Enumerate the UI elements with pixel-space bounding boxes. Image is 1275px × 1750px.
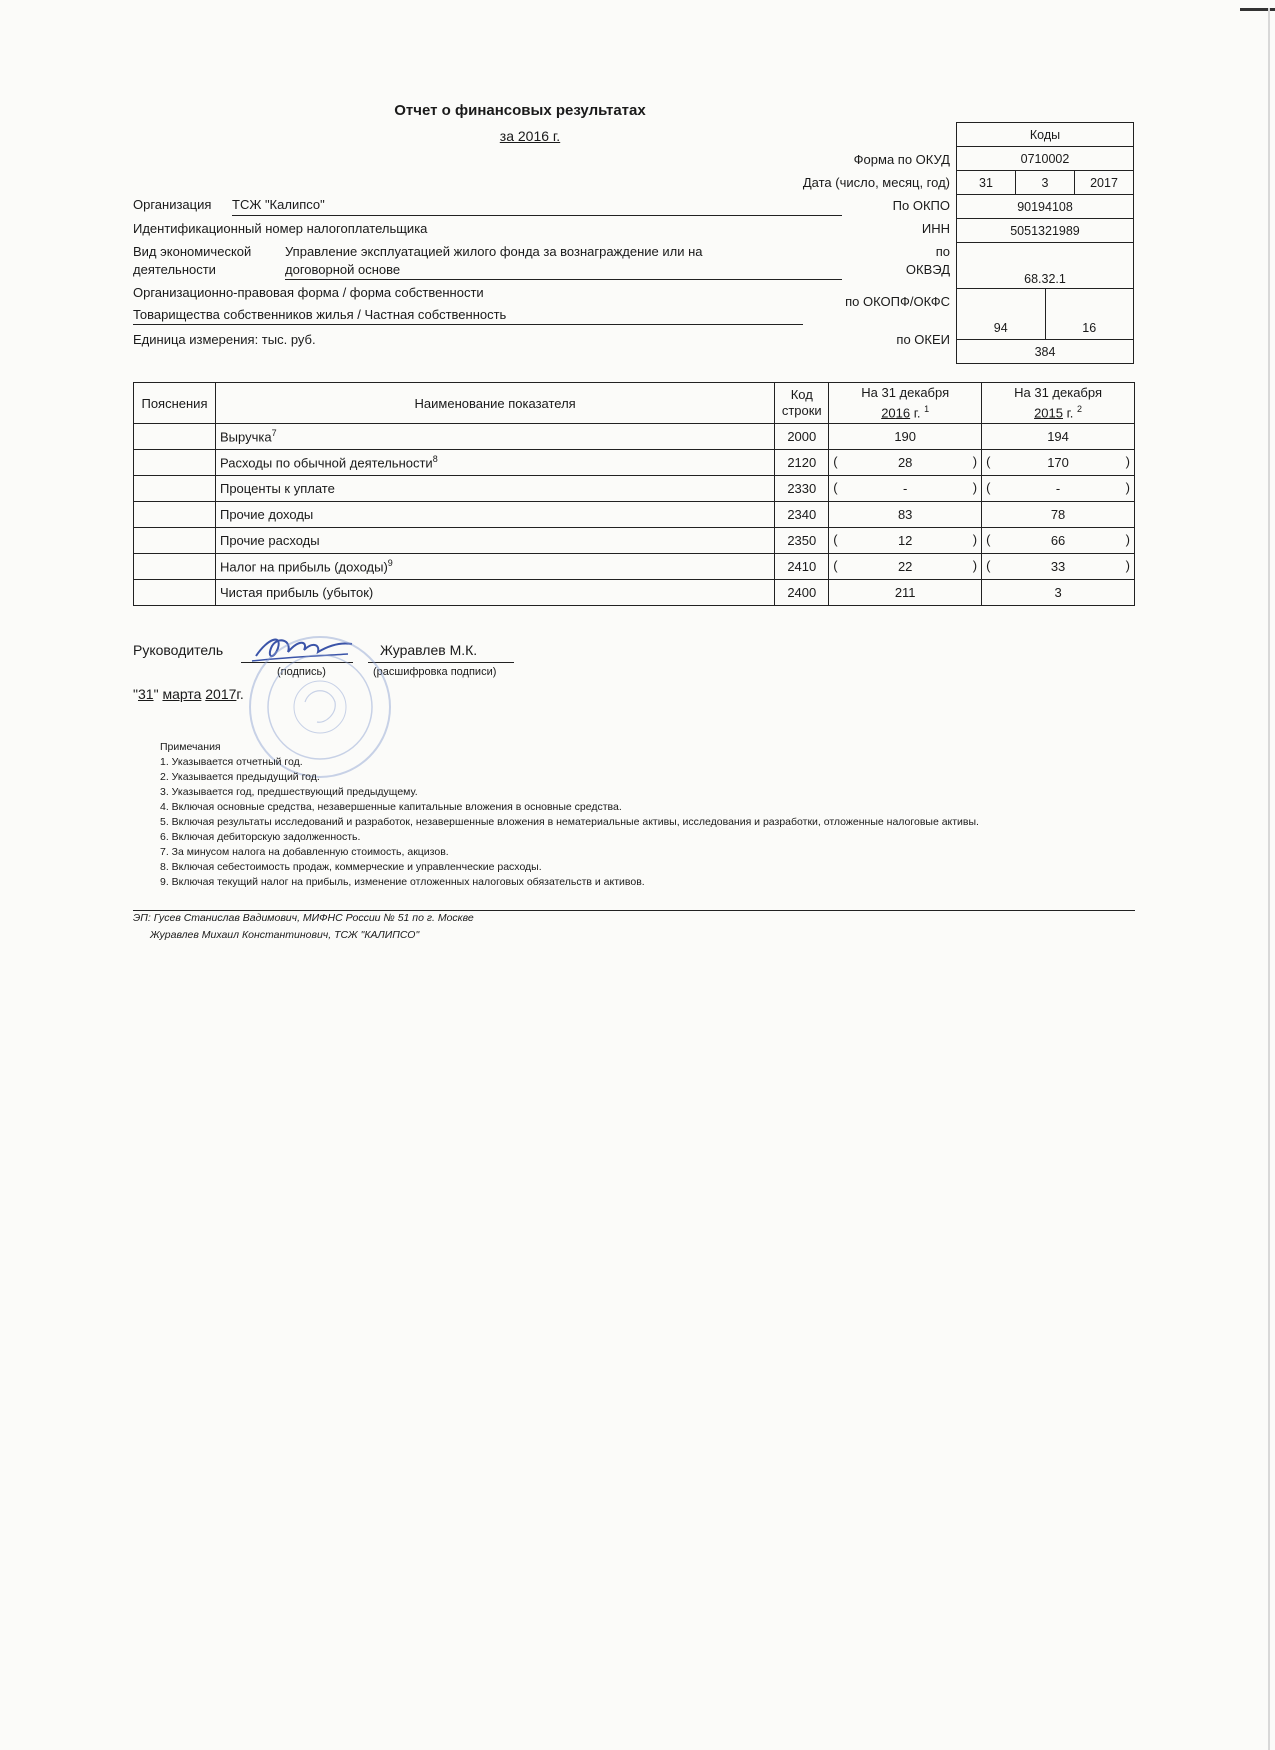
org-underline: [232, 215, 842, 216]
paren-close: ): [1125, 454, 1130, 469]
okopf-codes: [957, 288, 1133, 339]
legal-label: Организационно-правовая форма / форма собственности: [133, 285, 484, 300]
row-current-cell: [829, 528, 982, 554]
inn-code-label: ИНН: [921, 221, 950, 236]
ep-line-1: ЭП: Гусев Станислав Вадимович, МИФНС России № 51 по г. Москве: [133, 912, 474, 924]
row-current-cell-value: -: [903, 481, 908, 496]
row-name: Проценты к уплате: [219, 481, 335, 496]
row-previous-cell: [982, 450, 1135, 476]
okud-code: 0710002: [957, 146, 1133, 170]
activity-label-1: Вид экономической: [133, 244, 252, 259]
okved-label-1: по: [935, 244, 950, 259]
codes-box: [956, 122, 1134, 364]
note-item: 1. Указывается отчетный год.: [160, 756, 303, 768]
row-footnote-ref: 9: [387, 558, 393, 569]
row-notes-cell: [134, 476, 216, 502]
row-name: Прочие расходы: [219, 533, 320, 548]
row-name: Выручка: [219, 429, 272, 445]
row-notes-cell: [134, 528, 216, 554]
okei-label: по ОКЕИ: [896, 332, 950, 347]
col-name-header: Наименование показателя: [215, 383, 774, 424]
row-previous-cell-value: 194: [1047, 429, 1069, 444]
note-item: 7. За минусом налога на добавленную стоимость, акцизов.: [160, 846, 449, 858]
inn-label: Идентификационный номер налогоплательщика: [133, 221, 428, 236]
row-notes-cell: [134, 554, 216, 580]
table-row: [134, 450, 1135, 476]
table-row: [134, 554, 1135, 580]
table-header-row: [134, 383, 1135, 424]
row-notes-cell: [134, 580, 216, 606]
row-notes-cell: [134, 450, 216, 476]
row-name: Чистая прибыль (убыток): [219, 585, 374, 600]
head-label: Руководитель: [133, 642, 224, 658]
paren-open: (: [986, 454, 991, 469]
row-name-cell: [215, 476, 774, 502]
table-row: [134, 424, 1135, 450]
table-row: [134, 580, 1135, 606]
note-item: 6. Включая дебиторскую задолженность.: [160, 831, 361, 843]
paren-close: ): [1125, 532, 1130, 547]
row-previous-cell-value: 3: [1054, 585, 1062, 600]
scan-edge-shadow: [1268, 8, 1270, 1750]
paren-open: (: [986, 558, 991, 573]
sign-date-year: 2017: [205, 686, 237, 702]
row-code-cell: 2410: [775, 554, 829, 580]
row-current-cell-value: 83: [897, 507, 913, 522]
row-current-cell: [829, 554, 982, 580]
paren-close: ): [972, 532, 978, 547]
activity-value-1: Управление эксплуатацией жилого фонда за вознаграждение или на: [285, 244, 703, 259]
date-codes: [957, 170, 1133, 194]
paren-close: ): [1125, 558, 1130, 573]
row-current-cell-value: 12: [897, 533, 913, 548]
paren-close: ): [972, 480, 978, 495]
note-item: 3. Указывается год, предшествующий предыдущему.: [160, 786, 418, 798]
okud-label: Форма по ОКУД: [853, 152, 950, 167]
table-row: [134, 476, 1135, 502]
row-code-cell: 2340: [775, 502, 829, 528]
row-current-cell: [829, 580, 982, 606]
sign-date: [133, 686, 244, 702]
row-name-cell: [215, 554, 774, 580]
legal-underline: [133, 324, 803, 325]
unit-label: Единица измерения: тыс. руб.: [133, 332, 316, 347]
report-period: за 2016 г.: [499, 128, 561, 144]
activity-value-2: договорной основе: [285, 262, 401, 277]
paren-open: (: [833, 454, 838, 469]
notes-block: [160, 740, 979, 890]
col-previous-year: [1034, 405, 1063, 420]
paren-close: ): [972, 454, 978, 469]
codes-header: Коды: [1029, 127, 1061, 142]
notes-list: [160, 755, 979, 890]
paren-open: (: [833, 558, 838, 573]
date-quote-close: ": [153, 686, 159, 702]
row-code-cell: 2330: [775, 476, 829, 502]
date-quote-open: ": [133, 686, 138, 702]
okopf-code: 94: [993, 321, 1008, 335]
table-row: [134, 528, 1135, 554]
okfs-code: 16: [1045, 289, 1134, 339]
org-label: Организация: [133, 197, 212, 212]
row-previous-cell-value: 66: [1050, 533, 1066, 548]
row-name: Налог на прибыль (доходы): [219, 559, 388, 575]
sign-date-day: 31: [137, 686, 154, 702]
col-current-header: [829, 383, 982, 424]
row-name-cell: [215, 450, 774, 476]
row-notes-cell: [134, 424, 216, 450]
row-previous-cell: [982, 476, 1135, 502]
col-previous-century: 20: [1034, 405, 1049, 421]
row-name-cell: [215, 502, 774, 528]
paren-close: ): [1125, 480, 1130, 495]
head-name: Журавлев М.К.: [380, 642, 478, 658]
ep-line-2: Журавлев Михаил Константинович, ТСЖ "КАЛИПСО": [150, 929, 420, 941]
sign-date-month: марта: [162, 686, 202, 702]
row-current-cell: [829, 450, 982, 476]
note-item: 8. Включая себестоимость продаж, коммерческие и управленческие расходы.: [160, 861, 542, 873]
paren-open: (: [986, 480, 991, 495]
col-code-line1: Код: [790, 387, 813, 402]
decode-caption: (расшифровка подписи): [373, 666, 497, 678]
activity-underline: [285, 279, 842, 280]
paren-open: (: [833, 532, 838, 547]
sign-caption: (подпись): [277, 666, 326, 678]
okopf-label: по ОКОПФ/ОКФС: [845, 294, 950, 309]
legal-value: Товарищества собственников жилья / Частная собственность: [133, 307, 507, 322]
row-previous-cell: [982, 528, 1135, 554]
notes-divider: [133, 910, 1135, 911]
row-code-cell: 2120: [775, 450, 829, 476]
okved-code: 68.32.1: [957, 242, 1133, 288]
col-current-suffix: г.: [910, 405, 921, 421]
col-previous-header: [982, 383, 1135, 424]
col-previous-line1: На 31 декабря: [1014, 384, 1102, 400]
row-previous-cell-value: 78: [1050, 507, 1066, 522]
row-current-cell: [829, 476, 982, 502]
col-code-line2: строки: [781, 403, 822, 418]
row-footnote-ref: 7: [271, 428, 277, 439]
col-current-line1: На 31 декабря: [861, 384, 950, 400]
date-year: 2017: [1074, 171, 1133, 194]
date-day: 31: [979, 175, 993, 190]
row-code-cell: 2000: [775, 424, 829, 450]
row-previous-cell: [982, 502, 1135, 528]
paren-open: (: [833, 480, 838, 495]
row-notes-cell: [134, 502, 216, 528]
table-row: [134, 502, 1135, 528]
col-previous-sup: 2: [1077, 403, 1083, 414]
row-name: Прочие доходы: [219, 507, 314, 522]
okpo-code: 90194108: [957, 194, 1133, 218]
paren-open: (: [986, 532, 991, 547]
activity-label-2: деятельности: [133, 262, 216, 277]
col-previous-suffix: г.: [1063, 405, 1074, 421]
note-item: 2. Указывается предыдущий год.: [160, 771, 320, 783]
row-previous-cell-value: 33: [1050, 559, 1066, 574]
row-code-cell: 2350: [775, 528, 829, 554]
note-item: 5. Включая результаты исследований и разработок, незавершенные вложения в нематериальные активы, исследования и разработки, отложенные налоговые активы.: [160, 816, 979, 828]
report-title: Отчет о финансовых результатах: [394, 102, 646, 119]
col-current-year: [881, 405, 910, 420]
date-month: 3: [1015, 171, 1074, 194]
sign-date-suffix: г.: [236, 686, 244, 702]
row-current-cell-value: 28: [897, 455, 913, 470]
row-name-cell: [215, 580, 774, 606]
note-item: 9. Включая текущий налог на прибыль, изменение отложенных налоговых обязательств и активов.: [160, 876, 645, 888]
row-current-cell: [829, 424, 982, 450]
col-code-header: [775, 383, 829, 424]
row-current-cell-value: 211: [894, 585, 916, 600]
row-name-cell: [215, 528, 774, 554]
row-previous-cell-value: -: [1055, 481, 1061, 496]
row-previous-cell: [982, 554, 1135, 580]
okei-code: 384: [957, 339, 1133, 363]
row-current-cell-value: 22: [897, 559, 913, 574]
col-current-century: 20: [881, 405, 896, 421]
financial-results-table: [133, 382, 1135, 606]
okpo-label: По ОКПО: [892, 198, 950, 213]
row-current-cell-value: 190: [894, 429, 917, 444]
col-current-yy: 16: [895, 405, 911, 421]
row-previous-cell: [982, 580, 1135, 606]
note-item: 4. Включая основные средства, незавершенные капитальные вложения в основные средства.: [160, 801, 622, 813]
date-label: Дата (число, месяц, год): [802, 175, 950, 190]
org-name: ТСЖ "Калипсо": [232, 197, 325, 212]
col-notes-header: Пояснения: [134, 383, 216, 424]
row-code-cell: 2400: [775, 580, 829, 606]
inn-code: 5051321989: [957, 218, 1133, 242]
row-name: Расходы по обычной деятельности: [219, 455, 433, 471]
paren-close: ): [972, 558, 978, 573]
okved-label-2: ОКВЭД: [905, 262, 950, 277]
row-current-cell: [829, 502, 982, 528]
col-current-sup: 1: [924, 403, 930, 414]
row-previous-cell-value: 170: [1047, 455, 1069, 470]
row-footnote-ref: 8: [432, 454, 438, 465]
row-previous-cell: [982, 424, 1135, 450]
row-name-cell: [215, 424, 774, 450]
col-previous-yy: 15: [1048, 405, 1063, 421]
notes-title: Примечания: [160, 741, 221, 753]
